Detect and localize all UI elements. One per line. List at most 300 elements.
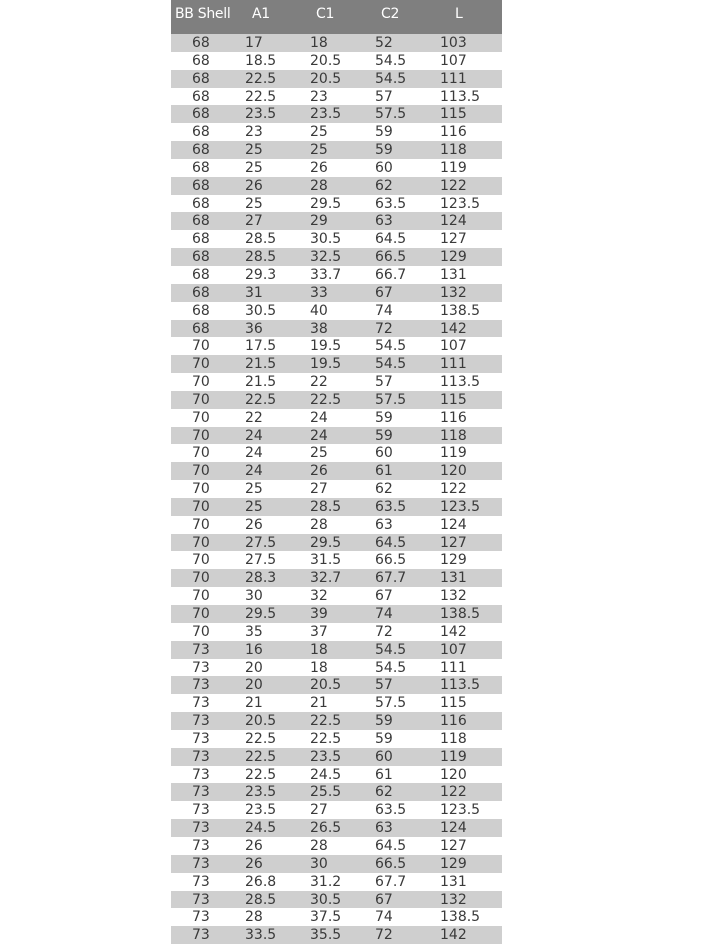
cell-l: 127 (440, 837, 467, 854)
table-row (171, 159, 502, 177)
cell-bb-shell: 73 (192, 677, 210, 694)
cell-bb-shell: 73 (192, 641, 210, 658)
table-row (171, 891, 502, 909)
cell-bb-shell: 70 (192, 481, 210, 498)
cell-c1: 37.5 (310, 909, 342, 926)
cell-c2: 74 (375, 909, 393, 926)
cell-a1: 23.5 (245, 784, 277, 801)
cell-c1: 27 (310, 802, 328, 819)
cell-c2: 54.5 (375, 641, 407, 658)
cell-bb-shell: 73 (192, 927, 210, 944)
cell-c2: 67 (375, 588, 393, 605)
table-row (171, 355, 502, 373)
cell-c2: 67.7 (375, 873, 407, 890)
table-row (171, 694, 502, 712)
table-row (171, 837, 502, 855)
header-a1: A1 (252, 6, 270, 22)
cell-a1: 25 (245, 142, 263, 159)
table-row (171, 88, 502, 106)
cell-l: 113.5 (440, 677, 481, 694)
cell-bb-shell: 68 (192, 88, 210, 105)
cell-a1: 28.5 (245, 891, 277, 908)
cell-c2: 54.5 (375, 659, 407, 676)
cell-c2: 59 (375, 409, 393, 426)
cell-c2: 59 (375, 124, 393, 141)
cell-l: 107 (440, 641, 467, 658)
cell-c1: 27 (310, 481, 328, 498)
cell-c1: 18 (310, 641, 328, 658)
table-row (171, 498, 502, 516)
cell-l: 129 (440, 855, 467, 872)
cell-bb-shell: 73 (192, 784, 210, 801)
cell-c2: 67 (375, 891, 393, 908)
cell-bb-shell: 70 (192, 427, 210, 444)
cell-c2: 57 (375, 677, 393, 694)
cell-bb-shell: 73 (192, 891, 210, 908)
table-row (171, 819, 502, 837)
cell-c2: 61 (375, 766, 393, 783)
cell-c2: 63.5 (375, 195, 407, 212)
cell-l: 120 (440, 463, 467, 480)
cell-bb-shell: 73 (192, 713, 210, 730)
table-row (171, 248, 502, 266)
table-row (171, 105, 502, 123)
table-row (171, 766, 502, 784)
cell-l: 124 (440, 516, 467, 533)
cell-bb-shell: 73 (192, 909, 210, 926)
cell-c1: 20.5 (310, 677, 342, 694)
cell-c2: 60 (375, 159, 393, 176)
cell-l: 119 (440, 748, 467, 765)
cell-bb-shell: 68 (192, 213, 210, 230)
table-row (171, 284, 502, 302)
table-row (171, 659, 502, 677)
cell-l: 113.5 (440, 88, 481, 105)
cell-bb-shell: 68 (192, 159, 210, 176)
cell-c1: 19.5 (310, 338, 342, 355)
cell-a1: 36 (245, 320, 263, 337)
cell-c2: 60 (375, 748, 393, 765)
cell-bb-shell: 70 (192, 498, 210, 515)
cell-bb-shell: 68 (192, 142, 210, 159)
header-c1: C1 (316, 6, 335, 22)
cell-l: 111 (440, 70, 467, 87)
cell-c2: 57.5 (375, 695, 407, 712)
cell-l: 138.5 (440, 606, 481, 622)
cell-c1: 22.5 (310, 730, 342, 747)
cell-c2: 74 (375, 606, 393, 622)
cell-c1: 28 (310, 177, 328, 194)
cell-c1: 28 (310, 837, 328, 854)
cell-c1: 24.5 (310, 766, 342, 783)
cell-c2: 66.5 (375, 249, 407, 266)
cell-l: 116 (440, 713, 467, 730)
table-row (171, 641, 502, 659)
cell-l: 111 (440, 659, 467, 676)
cell-l: 131 (440, 266, 467, 283)
cell-c1: 25.5 (310, 784, 342, 801)
cell-c1: 32 (310, 588, 328, 605)
cell-bb-shell: 68 (192, 106, 210, 123)
cell-c1: 33.7 (310, 266, 342, 283)
cell-a1: 28 (245, 909, 263, 926)
cell-c2: 54.5 (375, 338, 407, 355)
table-row (171, 587, 502, 605)
table-row (171, 212, 502, 230)
cell-c2: 66.5 (375, 552, 407, 569)
cell-c1: 20.5 (310, 52, 342, 69)
cell-bb-shell: 68 (192, 35, 210, 51)
cell-c2: 57.5 (375, 106, 407, 123)
cell-bb-shell: 73 (192, 855, 210, 872)
cell-bb-shell: 70 (192, 463, 210, 480)
cell-c1: 37 (310, 623, 328, 640)
cell-c2: 64.5 (375, 534, 407, 551)
cell-l: 119 (440, 159, 467, 176)
cell-a1: 21 (245, 695, 263, 712)
cell-l: 115 (440, 391, 467, 408)
cell-c2: 63 (375, 213, 393, 230)
cell-l: 115 (440, 695, 467, 712)
cell-l: 132 (440, 588, 467, 605)
header-bb-shell: BB Shell (175, 6, 231, 22)
cell-a1: 25 (245, 498, 263, 515)
cell-bb-shell: 70 (192, 552, 210, 569)
cell-bb-shell: 73 (192, 802, 210, 819)
cell-l: 131 (440, 873, 467, 890)
cell-c1: 30.5 (310, 231, 342, 248)
cell-a1: 24 (245, 463, 263, 480)
cell-a1: 25 (245, 195, 263, 212)
table-row (171, 783, 502, 801)
cell-l: 132 (440, 284, 467, 301)
cell-c1: 22.5 (310, 713, 342, 730)
cell-c2: 57 (375, 374, 393, 391)
cell-a1: 22.5 (245, 391, 277, 408)
cell-bb-shell: 70 (192, 623, 210, 640)
cell-a1: 27 (245, 213, 263, 230)
cell-c1: 26.5 (310, 820, 342, 837)
cell-c2: 62 (375, 177, 393, 194)
table-row (171, 712, 502, 730)
cell-a1: 22.5 (245, 766, 277, 783)
cell-a1: 29.5 (245, 606, 277, 622)
cell-a1: 26 (245, 177, 263, 194)
table-row (171, 337, 502, 355)
table-row (171, 391, 502, 409)
cell-bb-shell: 68 (192, 284, 210, 301)
cell-c1: 30 (310, 855, 328, 872)
cell-l: 124 (440, 820, 467, 837)
cell-c1: 18 (310, 659, 328, 676)
cell-bb-shell: 70 (192, 356, 210, 373)
cell-bb-shell: 73 (192, 730, 210, 747)
cell-bb-shell: 68 (192, 302, 210, 319)
cell-c2: 57.5 (375, 391, 407, 408)
cell-l: 119 (440, 445, 467, 462)
cell-c2: 59 (375, 427, 393, 444)
cell-l: 124 (440, 213, 467, 230)
table-row (171, 70, 502, 88)
table-row (171, 427, 502, 445)
cell-l: 122 (440, 177, 467, 194)
cell-l: 129 (440, 249, 467, 266)
cell-bb-shell: 70 (192, 445, 210, 462)
cell-c1: 25 (310, 445, 328, 462)
cell-l: 116 (440, 409, 467, 426)
cell-c2: 63.5 (375, 802, 407, 819)
cell-c1: 26 (310, 159, 328, 176)
cell-l: 107 (440, 338, 467, 355)
cell-c1: 31.2 (310, 873, 342, 890)
cell-c2: 67 (375, 284, 393, 301)
table-row (171, 302, 502, 320)
cell-a1: 24 (245, 445, 263, 462)
cell-c1: 25 (310, 124, 328, 141)
table-row (171, 141, 502, 159)
cell-c1: 18 (310, 35, 328, 51)
cell-c2: 63.5 (375, 498, 407, 515)
table-row (171, 266, 502, 284)
cell-l: 129 (440, 552, 467, 569)
table-row (171, 52, 502, 70)
table-row (171, 551, 502, 569)
cell-c1: 23 (310, 88, 328, 105)
cell-a1: 22.5 (245, 748, 277, 765)
cell-c1: 32.5 (310, 249, 342, 266)
cell-c2: 54.5 (375, 70, 407, 87)
cell-a1: 29.3 (245, 266, 277, 283)
table-row (171, 123, 502, 141)
cell-c1: 35.5 (310, 927, 342, 944)
cell-c1: 30.5 (310, 891, 342, 908)
cell-c2: 74 (375, 302, 393, 319)
cell-l: 115 (440, 106, 467, 123)
cell-bb-shell: 73 (192, 748, 210, 765)
cell-c1: 29.5 (310, 534, 342, 551)
cell-l: 107 (440, 52, 467, 69)
cell-l: 118 (440, 142, 467, 159)
cell-l: 142 (440, 320, 467, 337)
table-row (171, 409, 502, 427)
cell-c2: 72 (375, 927, 393, 944)
cell-c2: 72 (375, 320, 393, 337)
cell-c1: 23.5 (310, 748, 342, 765)
cell-c1: 19.5 (310, 356, 342, 373)
cell-a1: 25 (245, 481, 263, 498)
cell-c1: 23.5 (310, 106, 342, 123)
cell-c1: 20.5 (310, 70, 342, 87)
cell-c2: 66.7 (375, 266, 407, 283)
cell-bb-shell: 70 (192, 374, 210, 391)
cell-c1: 21 (310, 695, 328, 712)
table-row (171, 320, 502, 338)
cell-l: 142 (440, 623, 467, 640)
cell-c2: 59 (375, 730, 393, 747)
table-row (171, 230, 502, 248)
cell-c2: 52 (375, 35, 393, 51)
cell-l: 103 (440, 35, 467, 51)
cell-c1: 28.5 (310, 498, 342, 515)
cell-l: 123.5 (440, 802, 481, 819)
cell-bb-shell: 73 (192, 837, 210, 854)
cell-c1: 40 (310, 302, 328, 319)
cell-a1: 30 (245, 588, 263, 605)
cell-a1: 30.5 (245, 302, 277, 319)
table-row (171, 623, 502, 641)
table-row (171, 34, 502, 52)
cell-a1: 20 (245, 677, 263, 694)
cell-c1: 28 (310, 516, 328, 533)
cell-c1: 33 (310, 284, 328, 301)
cell-c2: 62 (375, 481, 393, 498)
cell-bb-shell: 73 (192, 659, 210, 676)
cell-bb-shell: 68 (192, 266, 210, 283)
bb-shell-table (171, 0, 502, 944)
header-c2: C2 (381, 6, 400, 22)
table-header (171, 0, 502, 34)
cell-a1: 28.5 (245, 249, 277, 266)
cell-bb-shell: 70 (192, 391, 210, 408)
cell-a1: 31 (245, 284, 263, 301)
cell-l: 138.5 (440, 302, 481, 319)
cell-a1: 20.5 (245, 713, 277, 730)
cell-c1: 39 (310, 606, 328, 622)
table-row (171, 444, 502, 462)
table-row (171, 177, 502, 195)
cell-c2: 64.5 (375, 231, 407, 248)
cell-bb-shell: 70 (192, 570, 210, 587)
cell-c1: 29 (310, 213, 328, 230)
cell-bb-shell: 73 (192, 820, 210, 837)
table-row (171, 730, 502, 748)
cell-a1: 26.8 (245, 873, 277, 890)
cell-bb-shell: 68 (192, 52, 210, 69)
cell-l: 116 (440, 124, 467, 141)
cell-bb-shell: 70 (192, 606, 210, 622)
cell-c2: 63 (375, 820, 393, 837)
cell-l: 123.5 (440, 195, 481, 212)
table-row (171, 373, 502, 391)
cell-c2: 59 (375, 142, 393, 159)
cell-c1: 26 (310, 463, 328, 480)
cell-c2: 61 (375, 463, 393, 480)
cell-c1: 31.5 (310, 552, 342, 569)
cell-c2: 59 (375, 713, 393, 730)
table-row (171, 605, 502, 623)
table-row (171, 855, 502, 873)
cell-c1: 22 (310, 374, 328, 391)
cell-bb-shell: 70 (192, 534, 210, 551)
cell-a1: 28.3 (245, 570, 277, 587)
cell-l: 127 (440, 231, 467, 248)
table-body (171, 34, 502, 944)
cell-bb-shell: 70 (192, 516, 210, 533)
cell-a1: 24.5 (245, 820, 277, 837)
cell-a1: 22 (245, 409, 263, 426)
cell-l: 113.5 (440, 374, 481, 391)
cell-l: 138.5 (440, 909, 481, 926)
cell-bb-shell: 68 (192, 124, 210, 141)
cell-a1: 23.5 (245, 106, 277, 123)
cell-a1: 25 (245, 159, 263, 176)
table-row (171, 534, 502, 552)
cell-bb-shell: 70 (192, 338, 210, 355)
cell-l: 111 (440, 356, 467, 373)
cell-c1: 24 (310, 427, 328, 444)
cell-c2: 62 (375, 784, 393, 801)
cell-c1: 25 (310, 142, 328, 159)
cell-a1: 33.5 (245, 927, 277, 944)
cell-c2: 67.7 (375, 570, 407, 587)
table-row (171, 569, 502, 587)
cell-c2: 54.5 (375, 52, 407, 69)
cell-l: 132 (440, 891, 467, 908)
cell-a1: 26 (245, 855, 263, 872)
cell-l: 122 (440, 481, 467, 498)
cell-c2: 63 (375, 516, 393, 533)
table-row (171, 462, 502, 480)
table-row (171, 676, 502, 694)
table-row (171, 926, 502, 944)
cell-l: 118 (440, 427, 467, 444)
cell-c1: 38 (310, 320, 328, 337)
cell-a1: 23 (245, 124, 263, 141)
cell-bb-shell: 68 (192, 320, 210, 337)
table-row (171, 908, 502, 926)
cell-l: 131 (440, 570, 467, 587)
table-row (171, 195, 502, 213)
cell-a1: 35 (245, 623, 263, 640)
table-row (171, 873, 502, 891)
cell-bb-shell: 68 (192, 231, 210, 248)
cell-a1: 22.5 (245, 70, 277, 87)
cell-bb-shell: 70 (192, 409, 210, 426)
cell-c1: 32.7 (310, 570, 342, 587)
cell-bb-shell: 68 (192, 195, 210, 212)
cell-a1: 16 (245, 641, 263, 658)
cell-c2: 66.5 (375, 855, 407, 872)
cell-a1: 28.5 (245, 231, 277, 248)
cell-c1: 24 (310, 409, 328, 426)
cell-c1: 22.5 (310, 391, 342, 408)
table-row (171, 480, 502, 498)
cell-bb-shell: 68 (192, 70, 210, 87)
cell-a1: 17.5 (245, 338, 277, 355)
cell-a1: 24 (245, 427, 263, 444)
cell-a1: 22.5 (245, 88, 277, 105)
table-row (171, 748, 502, 766)
header-l: L (455, 6, 463, 22)
cell-a1: 23.5 (245, 802, 277, 819)
cell-bb-shell: 73 (192, 695, 210, 712)
cell-l: 123.5 (440, 498, 481, 515)
cell-c1: 29.5 (310, 195, 342, 212)
cell-c2: 57 (375, 88, 393, 105)
cell-bb-shell: 68 (192, 249, 210, 266)
cell-bb-shell: 73 (192, 873, 210, 890)
table-row (171, 801, 502, 819)
cell-c2: 72 (375, 623, 393, 640)
cell-a1: 26 (245, 837, 263, 854)
cell-l: 122 (440, 784, 467, 801)
cell-c2: 54.5 (375, 356, 407, 373)
table-row (171, 516, 502, 534)
cell-l: 118 (440, 730, 467, 747)
cell-a1: 27.5 (245, 534, 277, 551)
cell-bb-shell: 70 (192, 588, 210, 605)
cell-bb-shell: 73 (192, 766, 210, 783)
